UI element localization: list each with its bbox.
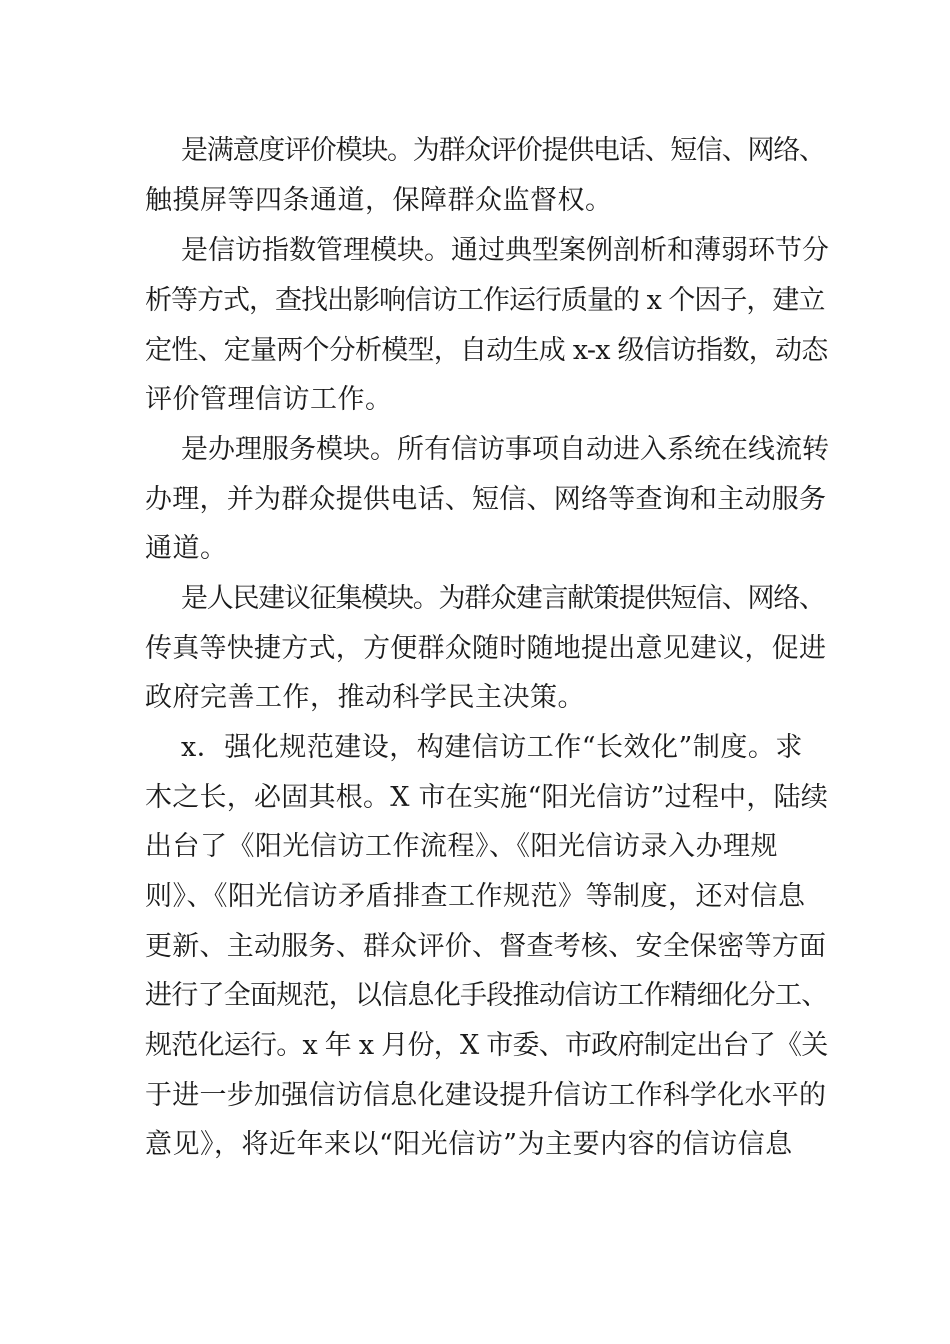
text-line: 出台了《阳光信访工作流程》、《阳光信访录入办理规 [145,831,778,862]
text-line: 办理，并为群众提供电话、短信、网络等查询和主动服务 [145,484,827,515]
text-line: 于进一步加强信访信息化建设提升信访工作科学化水平的 [145,1080,827,1111]
text-line: 木之长，必固其根。X 市在实施“阳光信访”过程中，陆续 [145,782,829,813]
text-line: 传真等快捷方式，方便群众随时随地提出意见建议，促进 [145,633,827,664]
text-line: x．强化规范建设，构建信访工作“长效化”制度。求 [181,732,803,763]
text-line: 是办理服务模块。所有信访事项自动进入系统在线流转 [181,434,829,465]
text-line: 通道。 [145,533,228,564]
text-line: 是信访指数管理模块。通过典型案例剖析和薄弱环节分 [181,235,829,266]
text-line: 规范化运行。x 年 x 月份，X 市委、市政府制定出台了《关 [145,1030,828,1061]
text-line: 更新、主动服务、群众评价、督查考核、安全保密等方面 [145,931,827,962]
text-line: 析等方式，查找出影响信访工作运行质量的 x 个因子，建立 [145,285,825,316]
text-line: 意见》，将近年来以“阳光信访”为主要内容的信访信息 [145,1129,793,1160]
text-line: 评价管理信访工作。 [145,384,393,415]
text-line: 政府完善工作，推动科学民主决策。 [145,682,585,713]
text-line: 进行了全面规范，以信息化手段推动信访工作精细化分工、 [145,980,828,1011]
text-line: 触摸屏等四条通道，保障群众监督权。 [145,185,613,216]
text-line: 是人民建议征集模块。为群众建言献策提供短信、网络、 [181,583,825,614]
text-line: 定性、定量两个分析模型，自动生成 x-x 级信访指数，动态 [145,335,828,366]
text-line: 则》、《阳光信访矛盾排查工作规范》等制度，还对信息 [145,881,806,912]
text-line: 是满意度评价模块。为群众评价提供电话、短信、网络、 [181,135,825,166]
